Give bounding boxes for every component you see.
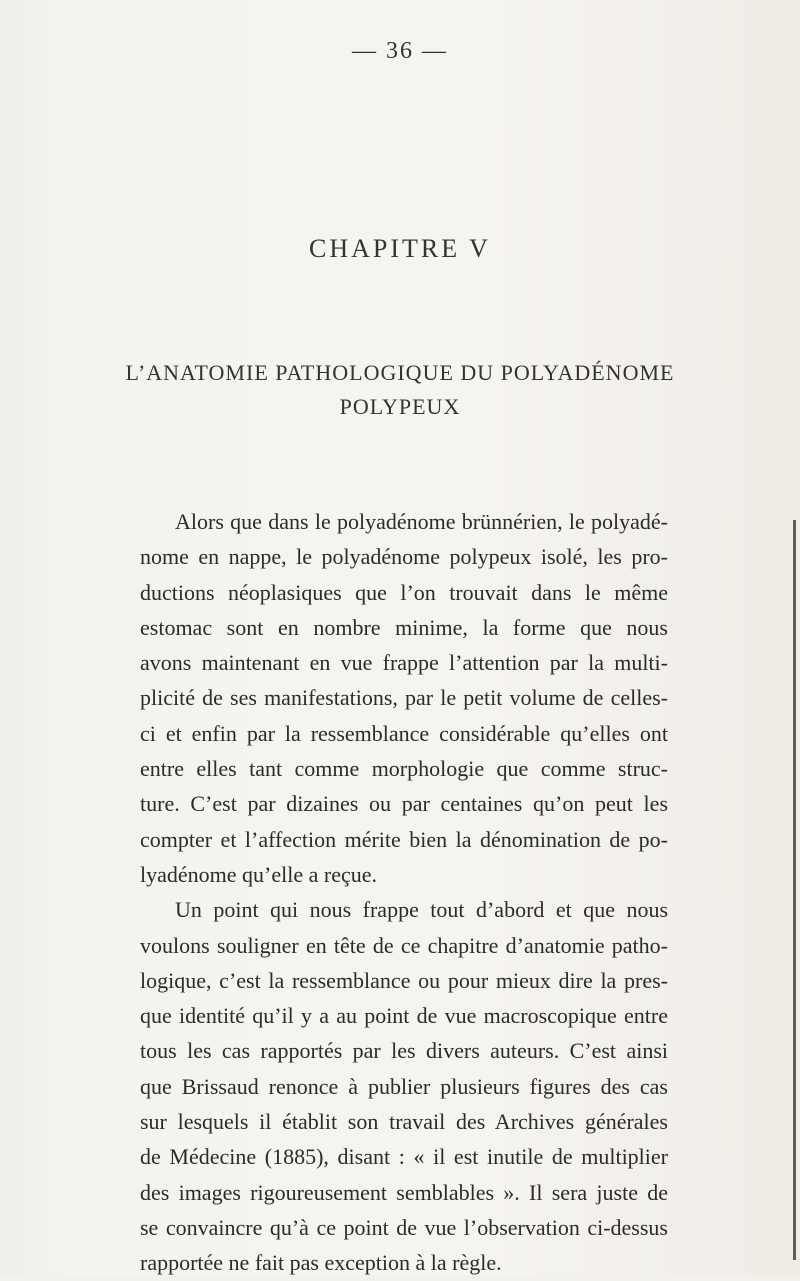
text-line: de Médecine (1885), disant : « il est inutile de multiplier <box>140 1144 668 1170</box>
chapter-title-line: POLYPEUX <box>339 394 461 419</box>
text-line: estomac sont en nombre minime, la forme que nous <box>140 614 668 640</box>
chapter-heading: CHAPITRE V <box>309 234 491 263</box>
text-line: plicité de ses manifestations, par le petit volume de celles- <box>140 685 668 711</box>
text-line: avons maintenant en vue frappe l’attention par la multi- <box>140 650 668 676</box>
text-line: compter et l’affection mérite bien la dénomination de po- <box>140 826 668 852</box>
body-text <box>140 504 668 1281</box>
text-line: logique, c’est la ressemblance ou pour mieux dire la pres- <box>140 967 668 993</box>
text-line: se convaincre qu’à ce point de vue l’observation ci-dessus <box>140 1214 668 1240</box>
text-line: que identité qu’il y a au point de vue macroscopique entre <box>140 1003 668 1029</box>
text-line: tous les cas rapportés par les divers auteurs. C’est ainsi <box>140 1038 668 1064</box>
text-line: entre elles tant comme morphologie que comme struc- <box>140 756 668 782</box>
text-line: nome en nappe, le polyadénome polypeux isolé, les pro- <box>140 544 668 570</box>
text-line: lyadénome qu’elle a reçue. <box>140 861 377 887</box>
text-line: Un point qui nous frappe tout d’abord et que nous <box>175 897 668 923</box>
chapter-title-line: L’ANATOMIE PATHOLOGIQUE DU POLYADÉNOME <box>125 360 675 385</box>
text-line: que Brissaud renonce à publier plusieurs figures des cas <box>140 1073 668 1099</box>
chapter-title <box>0 356 800 424</box>
page-edge-shadow <box>793 520 796 1260</box>
text-line: ductions néoplasiques que l’on trouvait dans le même <box>140 579 668 605</box>
text-line: rapportée ne fait pas exception à la règle. <box>140 1250 502 1276</box>
text-line: ture. C’est par dizaines ou par centaines qu’on peut les <box>140 791 668 817</box>
text-line: voulons souligner en tête de ce chapitre d’anatomie patho- <box>140 932 668 958</box>
text-line: sur lesquels il établit son travail des Archives générales <box>140 1109 668 1135</box>
page-number: — 36 — <box>352 38 448 64</box>
text-line: des images rigoureusement semblables ». Il sera juste de <box>140 1179 668 1205</box>
text-line: ci et enfin par la ressemblance considérable qu’elles ont <box>140 720 668 746</box>
text-line: Alors que dans le polyadénome brünnérien, le polyadé- <box>175 509 668 534</box>
